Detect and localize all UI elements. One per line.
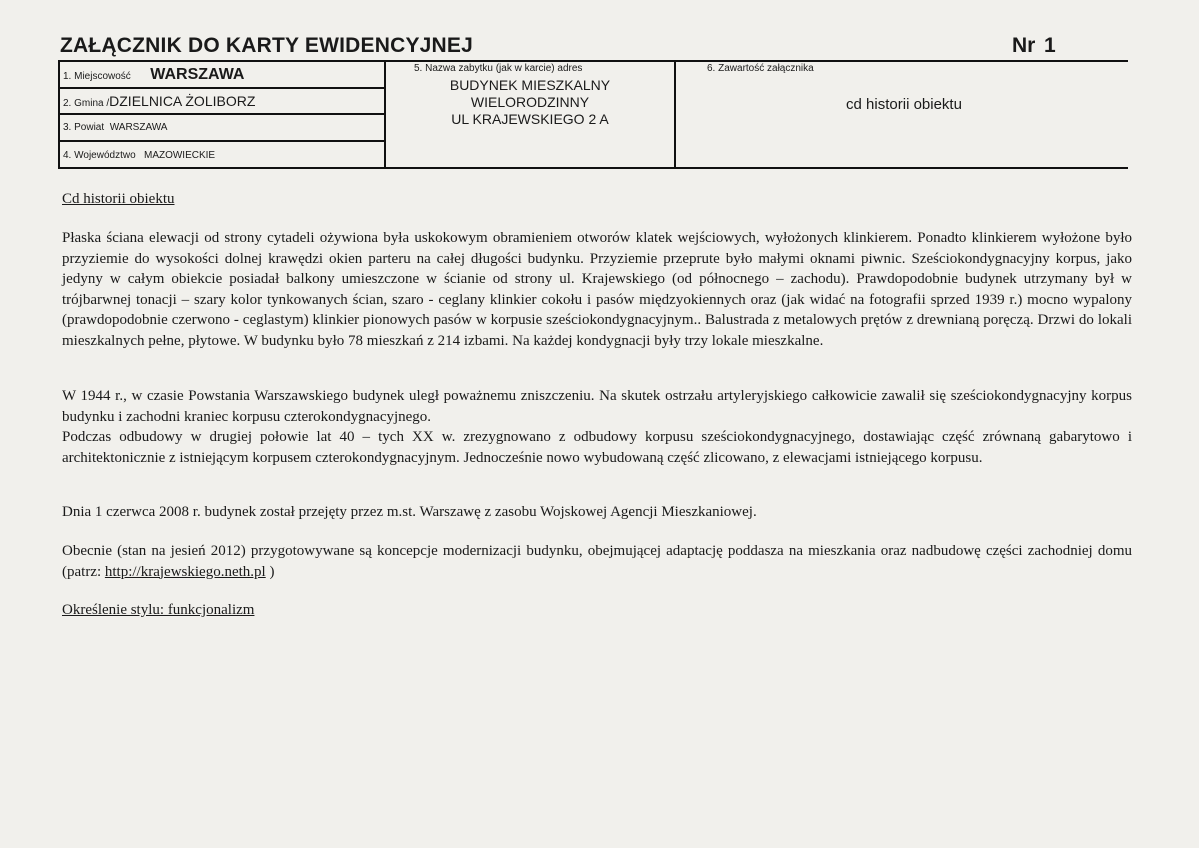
- field-label: 4. Województwo: [63, 150, 136, 161]
- website-link[interactable]: http://krajewskiego.neth.pl: [104, 563, 266, 580]
- row-divider-2: [58, 113, 384, 115]
- section-heading: Cd historii obiektu: [62, 191, 175, 207]
- style-definition: Określenie stylu: funkcjonalizm: [62, 602, 255, 618]
- field-label: 2. Gmina /: [63, 98, 110, 109]
- paragraph-text: Płaska ściana elewacji od strony cytadeli ożywiona była uskokowym obramieniem otworów klatek wejściowych, wyłożonych klinkierem. Ponadto klinkierem wyłożone było przyziemie do wysokości dolnej krawędzi okien parteru na całej długości budynku. Przyziemie przeprute było małymi oknami piwnic. Sześciokondygnacyjny korpus, jako jedyny w całym obiekcie posiadał balkony umieszczone w ścianie od strony ul. Krajewskiego (od północnego – zachodu). Prawdopodobnie budynek utrzymany był w trójbarwnej tonacji – szary kolor tynkowanych ścian, szaro - ceglany klinkier cokołu i pasów międzyokiennych oraz (jak widać na fotografii sprzed 1939 r.) mocno wypalony (prawdopodobnie czerwono - ceglastym) klinkier pionowych pasów w korpusie sześciokondygnacyjnym.. Balustrada z metalowych prętów z drewnianą poręczą. Drzwi do lokali mieszkalnych pełne, płytowe. W budynku było 78 mieszkań z 214 izbami. Na każdej kondygnacji były trzy lokale mieszkalne.: [62, 230, 1132, 349]
- paragraph-text-start: Obecnie (stan na jesień 2012) przygotowywane są koncepcje modernizacji budynku, obejmującej adaptację poddasza na mieszkania oraz nadbudowę części zachodniej domu (patrz:: [62, 543, 1132, 580]
- field-nazwa-label: 5. Nazwa zabytku (jak w karcie) adres: [414, 63, 583, 74]
- number-label: Nr: [1012, 34, 1036, 57]
- row-divider-1: [58, 87, 384, 89]
- field-value: WARSZAWA: [109, 122, 168, 133]
- field-value: MAZOWIECKIE: [143, 150, 216, 161]
- field-zawartosc-label: 6. Zawartość załącznika: [707, 63, 814, 74]
- field-nazwa-line2: WIELORODZINNY: [470, 94, 590, 110]
- table-top-rule: [58, 60, 1128, 62]
- paragraph-text-end: ): [265, 563, 275, 580]
- field-gmina: [63, 93, 255, 109]
- paragraph-1: [62, 228, 1132, 351]
- paragraph-4: [62, 541, 1132, 582]
- paragraph-text: W 1944 r., w czasie Powstania Warszawskiego budynek uległ poważnemu zniszczeniu. Na skutek ostrzału artyleryjskiego całkowicie zawalił się sześciokondygnacyjny korpus budynku i zachodni kraniec korpusu czterokondygnacyjnego.: [62, 388, 1132, 425]
- field-nazwa-line1: BUDYNEK MIESZKALNY: [449, 77, 611, 93]
- field-label: 1. Miejscowość: [63, 71, 131, 82]
- field-value: WARSZAWA: [150, 66, 245, 83]
- column-divider-left: [58, 60, 60, 168]
- field-nazwa-line3: UL KRAJEWSKIEGO 2 A: [451, 111, 609, 127]
- paragraph-text: Podczas odbudowy w drugiej połowie lat 40 – tych XX w. zrezygnowano z odbudowy korpusu sześciokondygnacyjnego, dostawiając część zrównaną gabarytowo i architektonicznie z istniejącym korpusem czterokondygnacyjnym. Jednocześnie nowo wybudowaną część zlicowano, z elewacjami istniejącego korpusu.: [62, 429, 1132, 466]
- column-divider-2: [674, 60, 676, 168]
- row-divider-3: [58, 140, 384, 142]
- field-label: 3. Powiat: [63, 122, 105, 133]
- page-title: ZAŁĄCZNIK DO KARTY EWIDENCYJNEJ: [60, 34, 474, 57]
- paragraph-2: [62, 386, 1132, 468]
- paragraph-text: [62, 541, 1132, 582]
- field-value: DZIELNICA ŻOLIBORZ: [109, 93, 256, 109]
- field-zawartosc-value: cd historii obiektu: [846, 96, 962, 113]
- field-miejscowosc: [63, 66, 244, 84]
- field-wojewodztwo: [63, 150, 215, 161]
- table-bottom-rule: [58, 167, 1128, 169]
- paragraph-3: [62, 502, 1132, 523]
- paragraph-text: Dnia 1 czerwca 2008 r. budynek został przejęty przez m.st. Warszawę z zasobu Wojskowej Agencji Mieszkaniowej.: [62, 504, 757, 520]
- number-value: 1: [1044, 34, 1056, 57]
- field-powiat: [63, 122, 167, 133]
